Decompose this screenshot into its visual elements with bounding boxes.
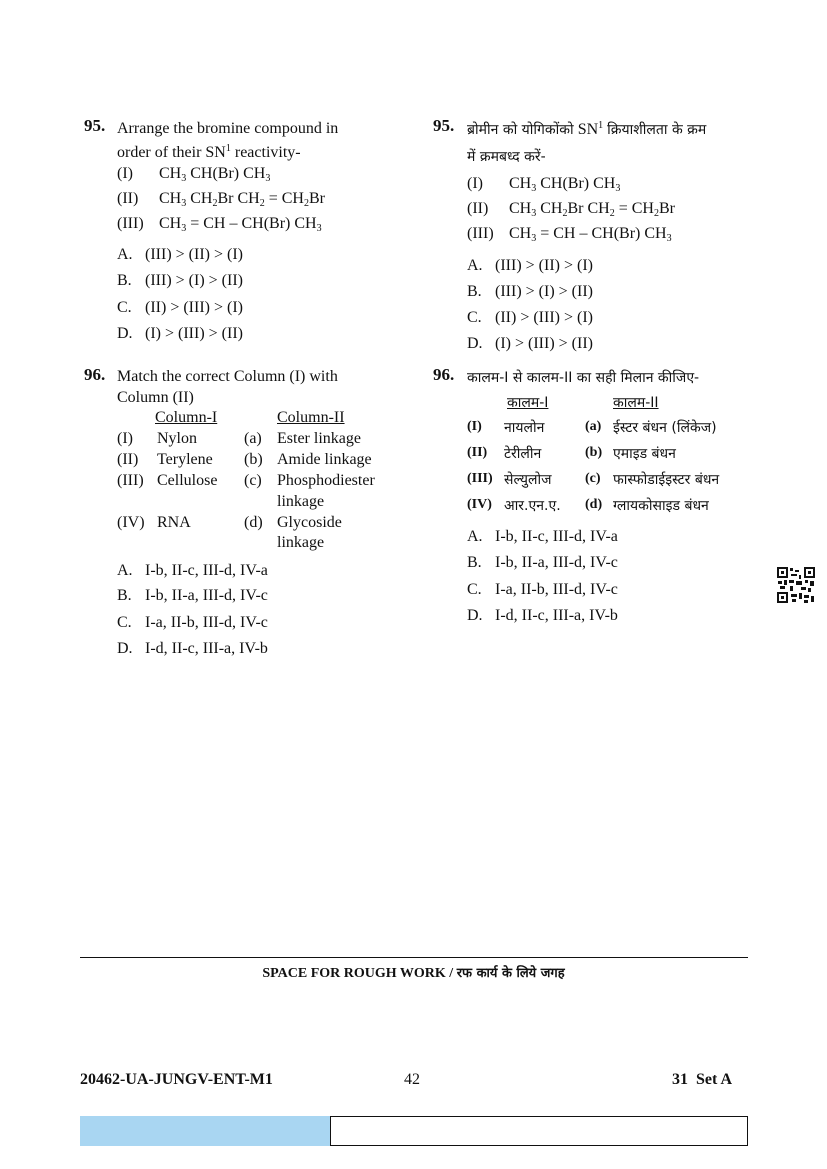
q96-en-stem-line1: Match the correct Column (I) with [117,368,338,385]
q96-hi-option-a[interactable]: A. I-b, II-c, III-d, IV-a [467,528,618,545]
q96-en-option-a[interactable]: A. I-b, II-c, III-d, IV-a [117,562,268,579]
q95-hi-option-a[interactable]: A. (III) > (II) > (I) [467,257,593,274]
q96-hi-option-b[interactable]: B. I-b, II-a, III-d, IV-c [467,554,618,571]
q96-hi-number: 96. [433,365,455,384]
q95-en-formula-1: $CH_3$ CH(Br) $CH_3$ [159,165,271,184]
q95-hi-stem-line1: ब्रोमीन को योगिकोंको $SN^1$ क्रियाशीलता के क्रम [467,120,707,138]
q95-hi-sn: SN [577,121,599,138]
q96-hi-col2-header: कालम-II [613,395,659,411]
q95-hi-number: 95. [433,116,455,135]
q95-en-sn: SN [205,144,226,161]
rough-work-label: SPACE FOR ROUGH WORK / रफ कार्य के लिये जगह [262,966,565,981]
q95-hi-item-2: (II) $CH_3$ $CH_2Br$ $CH_2 = CH_2Br$ [467,200,675,219]
q96-hi-col1-header: कालम-I [507,395,549,411]
footer-empty-box [330,1116,748,1146]
q95-en-stem-line1: Arrange the bromine compound in [117,120,339,137]
q96-en-col2-header: Column-II [277,409,345,426]
qr-code-icon [776,566,816,604]
rough-work-divider [80,957,748,958]
q95-en-item-3: (III) $CH_3$ = CH – CH(Br) $CH_3$ [117,215,322,234]
paper-code: 20462-UA-JUNGV-ENT-M1 [80,1071,273,1088]
q95-en-stem-line2: order of their $SN^1$ reactivity- [117,143,301,161]
footer-color-bar [80,1116,330,1146]
q96-hi-stem: कालम-I से कालम-II का सही मिलान कीजिए- [467,370,700,386]
q95-en-formula-2: $CH_3$ $CH_2Br$ $CH_2 = CH_2Br$ [159,190,325,209]
q95-hi-formula-1: $CH_3$ CH(Br) $CH_3$ [509,175,621,194]
q96-hi-option-c[interactable]: C. I-a, II-b, III-d, IV-c [467,581,618,598]
q95-hi-option-c[interactable]: C. (II) > (III) > (I) [467,309,593,326]
q95-hi-option-d[interactable]: D. (I) > (III) > (II) [467,335,593,352]
q95-hi-stem-line2: में क्रमबध्द करें- [467,149,546,165]
q95-hi-item-3: (III) $CH_3$ = CH – CH(Br) $CH_3$ [467,225,672,244]
q96-en-stem-line2: Column (II) [117,389,194,406]
q95-en-formula-3: $CH_3$ = CH – CH(Br) $CH_3$ [159,215,322,234]
q96-hi-option-d[interactable]: D. I-d, II-c, III-a, IV-b [467,607,618,624]
q96-en-option-c[interactable]: C. I-a, II-b, III-d, IV-c [117,614,268,631]
q95-en-option-b[interactable]: B. (III) > (I) > (II) [117,272,243,289]
q96-en-option-b[interactable]: B. I-b, II-a, III-d, IV-c [117,587,268,604]
q95-en-number: 95. [84,116,106,135]
q95-hi-item-1: (I) $CH_3$ CH(Br) $CH_3$ [467,175,621,194]
q95-hi-option-b[interactable]: B. (III) > (I) > (II) [467,283,593,300]
set-number: 31 [672,1071,688,1088]
q95-en-item-1: (I) $CH_3$ CH(Br) $CH_3$ [117,165,271,184]
q95-en-item-2: (II) $CH_3$ $CH_2Br$ $CH_2 = CH_2Br$ [117,190,325,209]
q95-en-option-a[interactable]: A. (III) > (II) > (I) [117,246,243,263]
q96-en-number: 96. [84,365,106,384]
page-number: 42 [404,1071,420,1088]
set-indicator [672,1071,732,1089]
q95-hi-formula-2: $CH_3$ $CH_2Br$ $CH_2 = CH_2Br$ [509,200,675,219]
set-label: Set A [696,1071,732,1088]
q96-en-option-d[interactable]: D. I-d, II-c, III-a, IV-b [117,640,268,657]
q95-en-option-c[interactable]: C. (II) > (III) > (I) [117,299,243,316]
q95-hi-formula-3: $CH_3$ = CH – CH(Br) $CH_3$ [509,225,672,244]
q96-en-col1-header: Column-I [155,409,218,426]
q95-en-option-d[interactable]: D. (I) > (III) > (II) [117,325,243,342]
